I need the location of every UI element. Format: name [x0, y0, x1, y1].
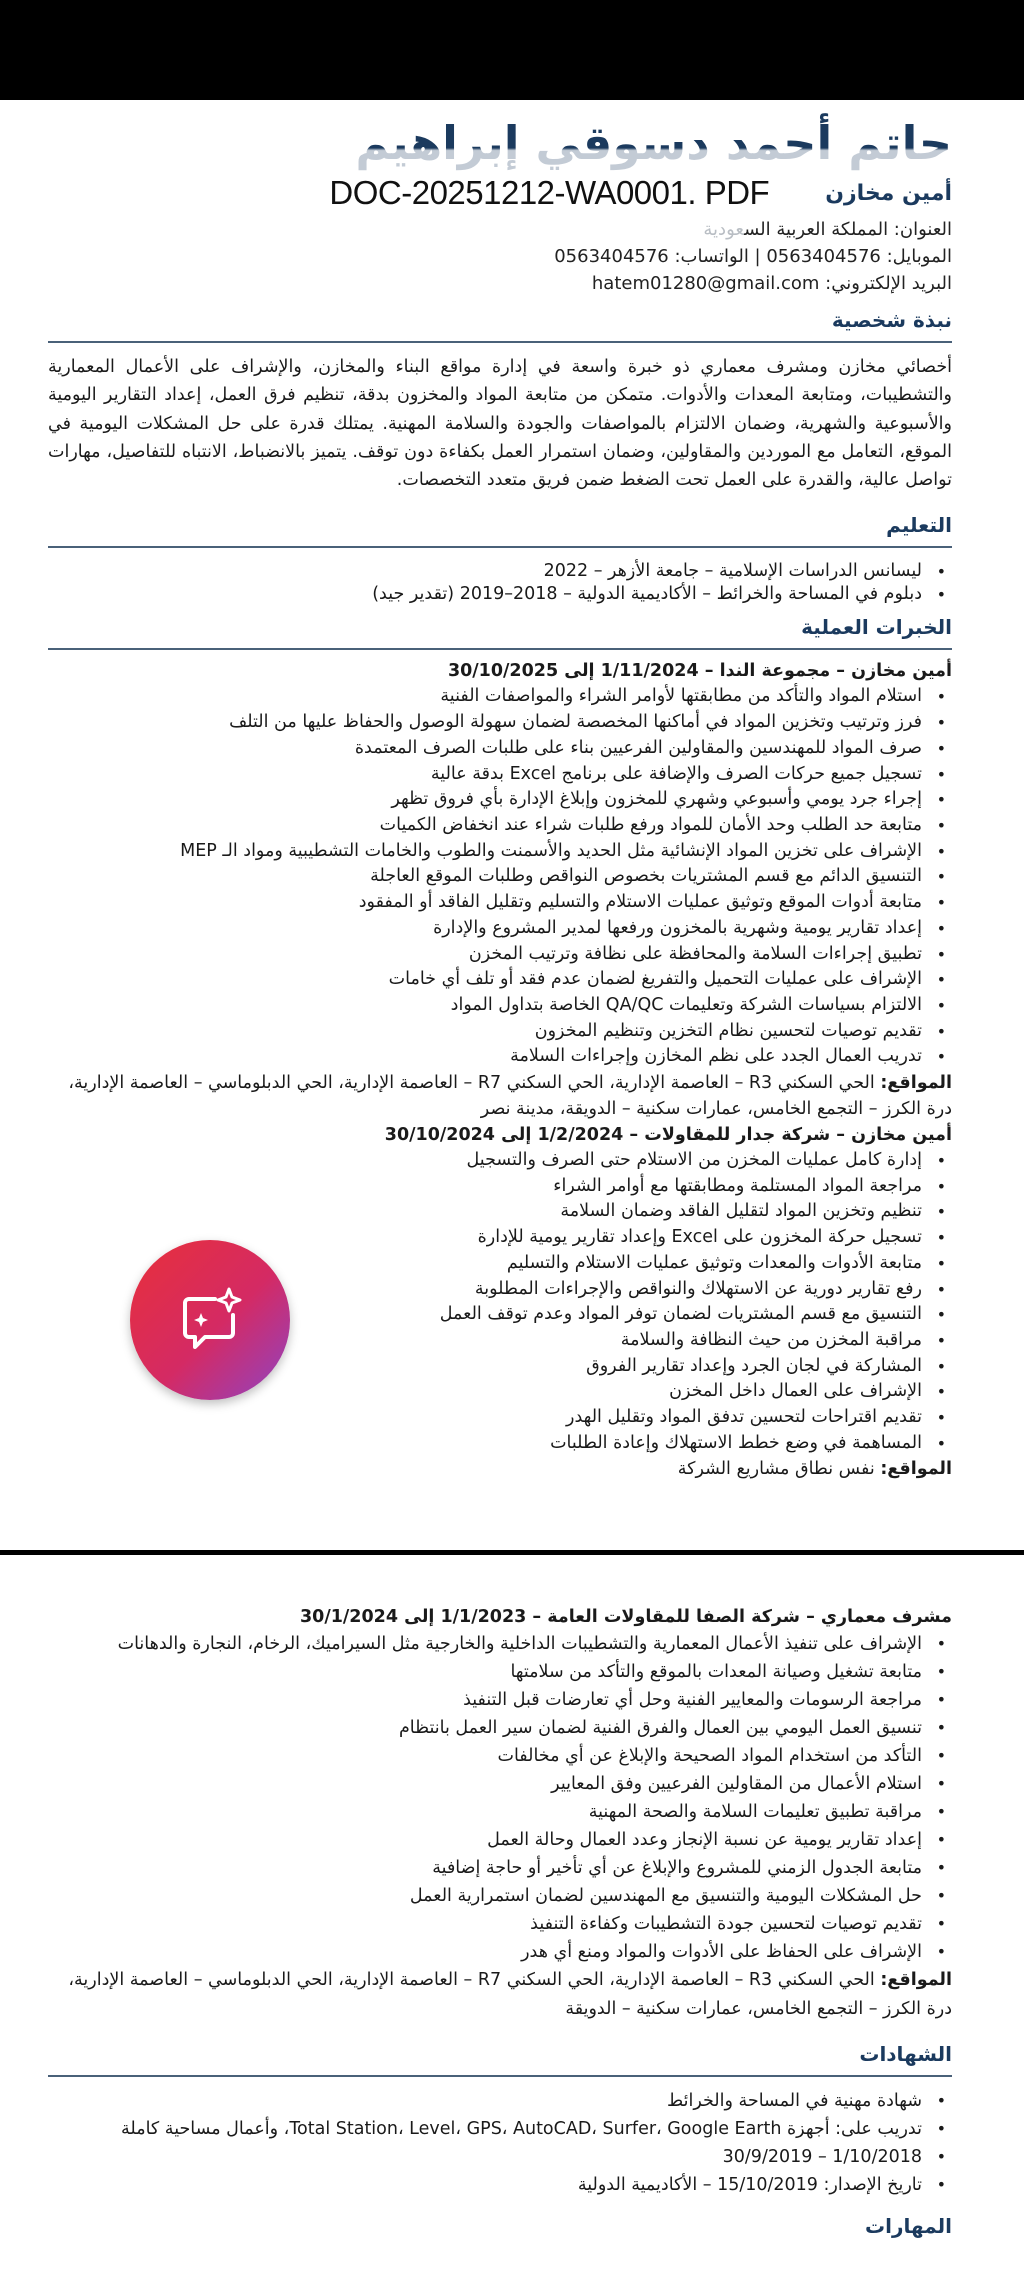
list-item: • تاريخ الإصدار: 15/10/2019 – الأكاديمية الدولية	[48, 2171, 952, 2199]
list-item: • ليسانس الدراسات الإسلامية – جامعة الأزهر – 2022	[48, 560, 952, 583]
job-duties-list	[48, 684, 952, 1070]
list-item: • الإشراف على العمال داخل المخزن	[48, 1379, 952, 1405]
divider	[48, 341, 952, 343]
email: البريد الإلكتروني: hatem01280@gmail.com	[591, 273, 952, 294]
list-item: • تسجيل جميع حركات الصرف والإضافة على برنامج Excel بدقة عالية	[48, 762, 952, 788]
locations-text: نفس نطاق مشاريع الشركة	[677, 1459, 875, 1480]
list-item: • الإشراف على تخزين المواد الإنشائية مثل الحديد والأسمنت والطوب والخامات التشطيبية ومواد الـ MEP	[48, 839, 952, 865]
list-item: • الإشراف على تنفيذ الأعمال المعمارية والتشطيبات الداخلية والخارجية مثل السيراميك، الرخام، النجارة والدهانات	[48, 1630, 952, 1658]
education-list	[48, 560, 952, 606]
address	[48, 216, 952, 243]
list-item: • رفع تقارير دورية عن الاستهلاك والنواقص والإجراءات المطلوبة	[48, 1277, 952, 1303]
summary-heading: نبذة شخصية	[831, 308, 952, 332]
list-item: • تنسيق العمل اليومي بين العمال والفرق الفنية لضمان سير العمل بانتظام	[48, 1714, 952, 1742]
locations-label: المواقع:	[880, 1073, 952, 1094]
list-item: • تقديم توصيات لتحسين جودة التشطيبات وكفاءة التنفيذ	[48, 1910, 952, 1938]
list-item: • مراجعة المواد المستلمة ومطابقتها مع أوامر الشراء	[48, 1174, 952, 1200]
list-item: • المشاركة في لجان الجرد وإعداد تقارير الفروق	[48, 1354, 952, 1380]
list-item: • المساهمة في وضع خطط الاستهلاك وإعادة الطلبات	[48, 1431, 952, 1457]
list-item: • تسجيل حركة المخزون على Excel وإعداد تقارير يومية للإدارة	[48, 1225, 952, 1251]
locations-text: الحي السكني R3 – العاصمة الإدارية، الحي السكني R7 – العاصمة الإدارية، الحي الدبلوماسي – العاصمة الإدارية، درة الكرز – التجمع الخامس، عمارات سكنية – الدويقة، مدينة نصر	[68, 1073, 952, 1120]
list-item: • إعداد تقارير يومية وشهرية بالمخزون ورفعها لمدير المشروع والإدارة	[48, 916, 952, 942]
skills-heading: المهارات	[865, 2214, 952, 2238]
list-item: • التنسيق مع قسم المشتريات لضمان توفر المواد وعدم توقف العمل	[48, 1302, 952, 1328]
list-item: • مراقبة المخزن من حيث النظافة والسلامة	[48, 1328, 952, 1354]
list-item: • التنسيق الدائم مع قسم المشتريات بخصوص النواقص وطلبات الموقع العاجلة	[48, 864, 952, 890]
list-item: • صرف المواد للمهندسين والمقاولين الفرعيين بناء على طلبات الصرف المعتمدة	[48, 736, 952, 762]
experience-heading: الخبرات العملية	[801, 615, 952, 640]
certificates-heading: الشهادات	[859, 2042, 952, 2066]
job-duties-list	[48, 1630, 952, 1966]
list-item: • متابعة الأدوات والمعدات وتوثيق عمليات الاستلام والتسليم	[48, 1251, 952, 1277]
job-title: أمين مخازن – مجموعة الندا – 1/11/2024 إلى 30/10/2025	[447, 661, 952, 682]
list-item: • تقديم اقتراحات لتحسين تدفق المواد وتقليل الهدر	[48, 1405, 952, 1431]
list-item: • متابعة تشغيل وصيانة المعدات بالموقع والتأكد من سلامتها	[48, 1658, 952, 1686]
address-faded-text: عودية	[703, 219, 745, 240]
list-item: • الإشراف على الحفاظ على الأدوات والمواد ومنع أي هدر	[48, 1938, 952, 1966]
list-item: • الالتزام بسياسات الشركة وتعليمات QA/QC الخاصة بتداول المواد	[48, 993, 952, 1019]
list-item: • تقديم توصيات لتحسين نظام التخزين وتنظيم المخزون	[48, 1019, 952, 1045]
ai-chat-button[interactable]	[130, 1240, 290, 1400]
mobile: الموبايل: 0563404576 | الواتساب: 0563404576	[554, 246, 952, 267]
list-item: • إعداد تقارير يومية عن نسبة الإنجاز وعدد العمال وحالة العمل	[48, 1826, 952, 1854]
locations-label: المواقع:	[880, 1970, 952, 1990]
candidate-name: حاتم أحمد دسوقي إبراهيم	[48, 112, 952, 174]
list-item: • حل المشكلات اليومية والتنسيق مع المهندسين لضمان استمرارية العمل	[48, 1882, 952, 1910]
locations-text: الحي السكني R3 – العاصمة الإدارية، الحي السكني R7 – العاصمة الإدارية، الحي الدبلوماسي – العاصمة الإدارية، درة الكرز – التجمع الخامس، عمارات سكنية – الدويقة	[68, 1970, 952, 2019]
role-line	[48, 170, 952, 216]
job-locations	[48, 1966, 952, 2023]
list-item: • إدارة كامل عمليات المخزن من الاستلام حتى الصرف والتسجيل	[48, 1148, 952, 1174]
list-item: • تطبيق إجراءات السلامة والمحافظة على نظافة وترتيب المخزن	[48, 942, 952, 968]
job-role: أمين مخازن	[825, 180, 952, 206]
job-locations	[48, 1070, 952, 1122]
list-item: • تنظيم وتخزين المواد لتقليل الفاقد وضمان السلامة	[48, 1199, 952, 1225]
list-item: • مراقبة تطبيق تعليمات السلامة والصحة المهنية	[48, 1798, 952, 1826]
list-item: • الإشراف على عمليات التحميل والتفريغ لضمان عدم فقد أو تلف أي خامات	[48, 967, 952, 993]
list-item: • إجراء جرد يومي وأسبوعي وشهري للمخزون وإبلاغ الإدارة بأي فروق تظهر	[48, 787, 952, 813]
certificates-list	[48, 2087, 952, 2199]
list-item: • دبلوم في المساحة والخرائط – الأكاديمية الدولية – 2018–2019 (تقدير جيد)	[48, 583, 952, 606]
job-title: أمين مخازن – شركة جدار للمقاولات – 1/2/2024 إلى 30/10/2024	[384, 1125, 952, 1146]
list-item: • تدريب على: أجهزة Total Station، Level، GPS، AutoCAD، Surfer، Google Earth، وأعمال مساحية كاملة	[48, 2115, 952, 2143]
list-item: • متابعة الجدول الزمني للمشروع والإبلاغ عن أي تأخير أو حاجة إضافية	[48, 1854, 952, 1882]
job-title: مشرف معماري – شركة الصفا للمقاولات العامة – 1/1/2023 إلى 30/1/2024	[299, 1607, 952, 1627]
list-item: • مراجعة الرسومات والمعايير الفنية وحل أي تعارضات قبل التنفيذ	[48, 1686, 952, 1714]
page-break	[0, 1550, 1024, 1555]
divider	[48, 546, 952, 548]
education-heading: التعليم	[886, 513, 952, 538]
summary-text: أخصائي مخازن ومشرف معماري ذو خبرة واسعة في إدارة مواقع البناء والمخازن، والإشراف على الأعمال المعمارية والتشطيبات، ومتابعة المعدات والأدوات. متمكن من متابعة المواد والمخزون بدقة، تنظيم فرق العمل، إعداد التقارير اليومية والأسبوعية والشهرية، وضمان الالتزام بالمواصفات والجودة والسلامة المهنية. يمتلك قدرة على حل المشكلات اليومية في الموقع، التعامل مع الموردين والمقاولين، وضمان استمرار العمل بكفاءة دون توقف. يتميز بالانضباط، الانتباه للتفاصيل، مهارات تواصل عالية، والقدرة على العمل تحت الضغط ضمن فريق متعدد التخصصات.	[48, 357, 952, 491]
locations-label: المواقع:	[880, 1459, 952, 1480]
divider	[48, 648, 952, 650]
file-name: DOC-20251212-WA0001. PDF	[329, 174, 770, 211]
address-text: العنوان: المملكة العربية الس	[744, 219, 952, 240]
list-item: • استلام المواد والتأكد من مطابقتها لأوامر الشراء والمواصفات الفنية	[48, 684, 952, 710]
divider	[48, 2075, 952, 2077]
list-item: • 1/10/2018 – 30/9/2019	[48, 2143, 952, 2171]
list-item: • تدريب العمال الجدد على نظم المخازن وإجراءات السلامة	[48, 1044, 952, 1070]
sparkle-chat-icon	[175, 1285, 245, 1355]
list-item: • فرز وترتيب وتخزين المواد في أماكنها المخصصة لضمان سهولة الوصول والحفاظ عليها من التلف	[48, 710, 952, 736]
document-page-2	[48, 1604, 952, 2241]
top-bar	[0, 0, 1024, 100]
list-item: • استلام الأعمال من المقاولين الفرعيين وفق المعايير	[48, 1770, 952, 1798]
list-item: • التأكد من استخدام المواد الصحيحة والإبلاغ عن أي مخالفات	[48, 1742, 952, 1770]
list-item: • متابعة أدوات الموقع وتوثيق عمليات الاستلام والتسليم وتقليل الفاقد أو المفقود	[48, 890, 952, 916]
list-item: • شهادة مهنية في المساحة والخرائط	[48, 2087, 952, 2115]
list-item: • متابعة حد الطلب وحد الأمان للمواد ورفع طلبات شراء عند انخفاض الكميات	[48, 813, 952, 839]
job-locations	[48, 1456, 952, 1482]
